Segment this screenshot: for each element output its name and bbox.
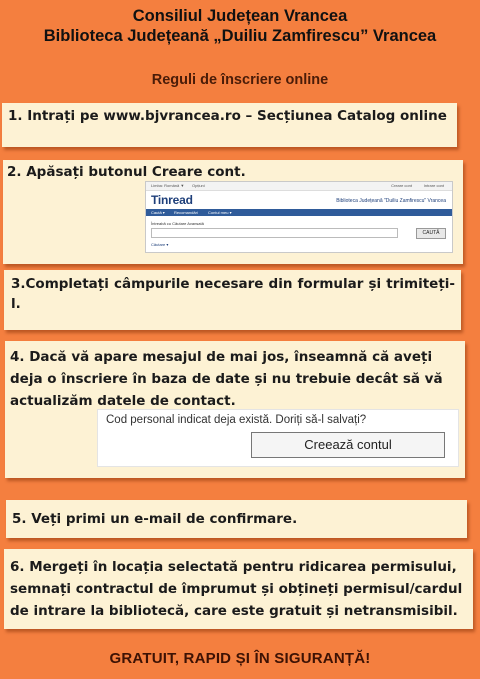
create-account-button[interactable]: Creează contul [251, 432, 445, 458]
council-title: Consiliul Județean Vrancea [132, 7, 348, 25]
step-4-card [5, 341, 465, 478]
tinread-nav [146, 209, 452, 216]
page-header [0, 6, 480, 46]
step-5-card [6, 500, 467, 538]
create-account-link[interactable]: Creare cont [391, 183, 412, 188]
footer-slogan: GRATUIT, RAPID ȘI ÎN SIGURANȚĂ! [109, 650, 371, 667]
tinread-screenshot [145, 181, 453, 253]
step-3-card [4, 270, 461, 330]
tinread-library-name: Biblioteca Județeană "Duiliu Zamfirescu" Vrancea [336, 198, 446, 204]
login-link[interactable]: Intrare cont [423, 183, 444, 188]
options-link[interactable]: Opțiuni [192, 183, 205, 188]
rules-subtitle: Reguli de înscriere online [151, 72, 329, 88]
step-1-card [2, 103, 457, 147]
step-1-text: 1. Intrați pe www.bjvrancea.ro – Secțiunea Catalog online [8, 108, 447, 124]
step-2-card [3, 160, 463, 264]
language-select[interactable]: Limba: Română ▼ [151, 183, 185, 188]
step-6-text: 6. Mergeți în locația selectată pentru ridicarea permisului, semnați contractul de împrumut și obțineți permisul/cardul de intrare la bibliotecă, care este gratuit și netransmisibil. [10, 559, 463, 619]
nav-recommendations[interactable]: Recomandări [174, 210, 198, 215]
step-5-text: 5. Veți primi un e-mail de confirmare. [12, 511, 298, 527]
step-6-card [4, 549, 473, 629]
tinread-topbar [146, 182, 452, 191]
nav-my-account[interactable]: Contul meu ▾ [208, 210, 232, 215]
nav-search[interactable]: Caută ▾ [151, 210, 165, 215]
message-text: Cod personal indicat deja există. Doriți să-l salvați? [106, 414, 367, 426]
step-4-text: 4. Dacă vă apare mesajul de mai jos, înseamnă că aveți deja o înscriere în baza de date și nu trebuie decât să vă actualizăm datele de contact. [10, 349, 443, 409]
search-input[interactable] [151, 228, 398, 238]
library-title: Biblioteca Județeană „Duiliu Zamfirescu” Vrancea [43, 27, 437, 45]
search-button[interactable]: CAUTĂ [416, 228, 446, 239]
search-label: Întreabă cu Căutare Avansată [151, 221, 204, 226]
tinread-logo: Tinread [151, 193, 193, 207]
existing-account-message [97, 409, 459, 467]
step-3-text: 3.Completați câmpurile necesare din formular și trimiteți-l. [11, 276, 455, 312]
step-2-text: 2. Apăsați butonul Creare cont. [7, 164, 246, 180]
advanced-search-link[interactable]: Căutare ▾ [151, 242, 169, 247]
